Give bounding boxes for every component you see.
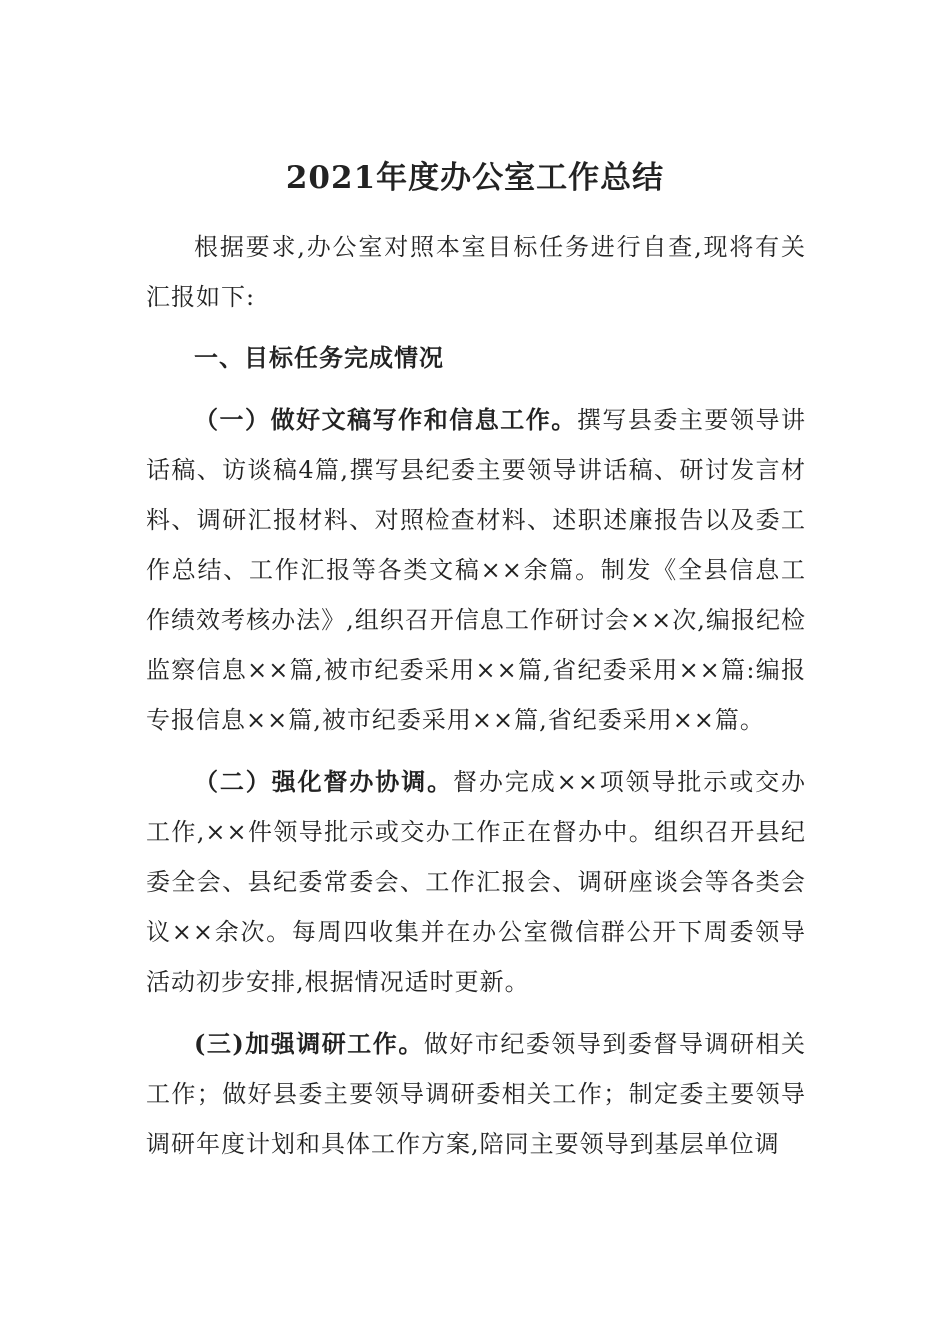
document-body	[146, 222, 806, 1181]
section-heading: 一、目标任务完成情况	[194, 343, 444, 372]
work-item-heading: (三)加强调研工作。	[194, 1029, 424, 1058]
intro-paragraph: 根据要求,办公室对照本室目标任务进行自查,现将有关汇报如下:	[146, 233, 806, 311]
work-item-paragraph	[146, 395, 806, 745]
work-item-heading: （一）做好文稿写作和信息工作。	[194, 405, 577, 434]
work-item-text: 撰写县委主要领导讲话稿、访谈稿4篇,撰写县纪委主要领导讲话稿、研讨发言材料、调研汇报材料、对照检查材料、述职述廉报告以及委工作总结、工作汇报等各类文稿××余篇。制发《全县信息工作绩效考核办法》,组织召开信息工作研讨会××次,编报纪检监察信息××篇,被市纪委采用××篇,省纪委采用××篇:编报专报信息××篇,被市纪委采用××篇,省纪委采用××篇。	[146, 406, 807, 734]
document-title: 2021年度办公室工作总结	[285, 160, 665, 196]
work-item-text: 做好市纪委领导到委督导调研相关工作；做好县委主要领导调研委相关工作；制定委主要领导调研年度计划和具体工作方案,陪同主要领导到基层单位调	[146, 1030, 806, 1158]
work-item-heading: （二）强化督办协调。	[194, 767, 453, 796]
work-item-paragraph	[146, 757, 806, 1007]
work-item-paragraph	[146, 1019, 806, 1169]
work-item-text: 督办完成××项领导批示或交办工作,××件领导批示或交办工作正在督办中。组织召开县纪委全会、县纪委常委会、工作汇报会、调研座谈会等各类会议××余次。每周四收集并在办公室微信群公开下周委领导活动初步安排,根据情况适时更新。	[146, 768, 807, 996]
